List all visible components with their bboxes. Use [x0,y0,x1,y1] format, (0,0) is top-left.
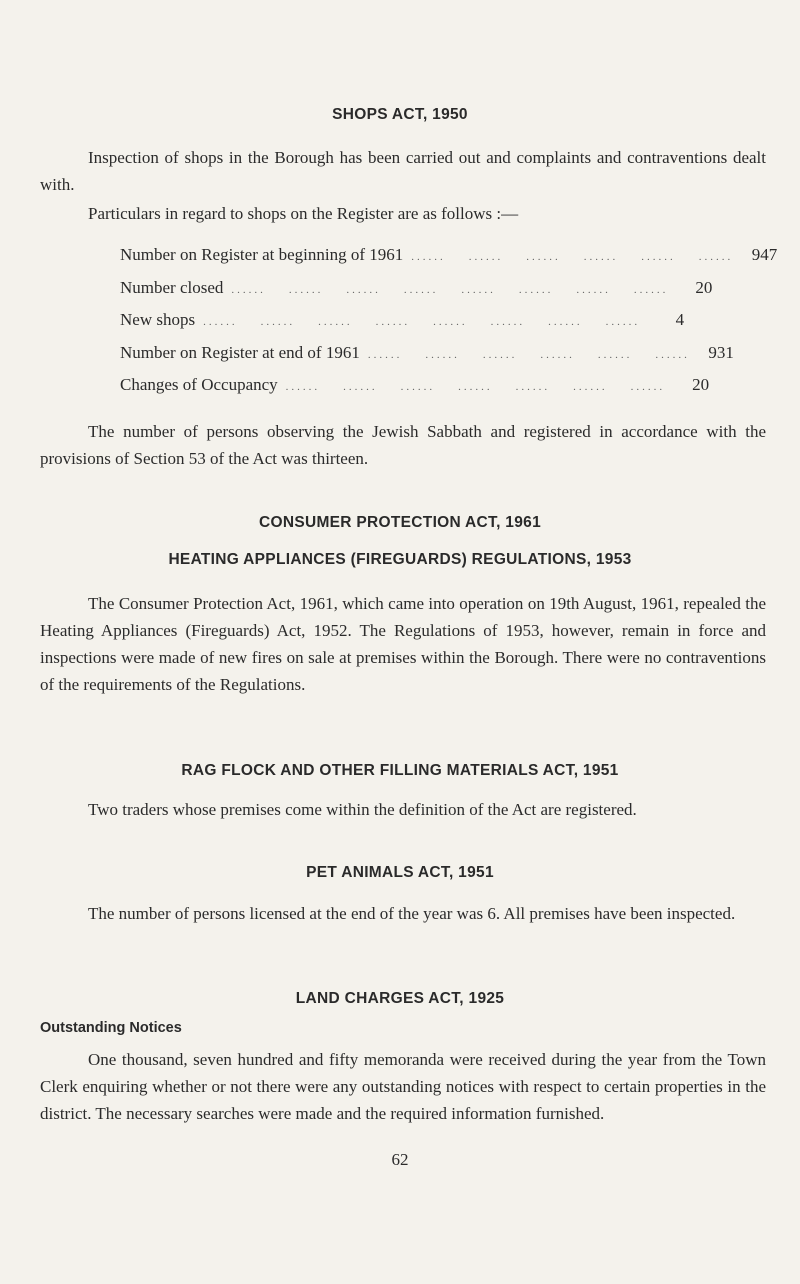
heating-appliances-heading: HEATING APPLIANCES (FIREGUARDS) REGULATIONS, 1953 [168,551,632,568]
leader-dots: ...... ...... ...... ...... ...... ...... ...... [285,381,666,393]
sabbath-paragraph [40,418,766,472]
consumer-protection-heading: CONSUMER PROTECTION ACT, 1961 [258,514,541,531]
register-row [120,277,713,311]
register-row-value: 931 [708,342,734,362]
outstanding-notices-subheading: Outstanding Notices [40,1020,182,1036]
consumer-protection-text: The Consumer Protection Act, 1961, which came into operation on 19th August, 1961, repealed the Heating Appliances (Fireguards) Act, 1952. The Regulations of 1953, however, remain in force and inspections were made of new fires on sale at premises within the Borough. There were no contraventions of the requirements of the Regulations. [40,594,766,694]
rag-flock-heading: RAG FLOCK AND OTHER FILLING MATERIALS ACT, 1951 [181,762,619,779]
land-charges-text: One thousand, seven hundred and fifty memoranda were received during the year from the Town Clerk enquiring whether or not there were any outstanding notices with respect to certain properties in the district. The necessary searches were made and the required information furnished. [40,1050,766,1123]
land-charges-paragraph [40,1046,766,1127]
register-row-label: Number on Register at beginning of 1961 [120,245,404,264]
register-row [120,245,778,278]
register-row-label: Number on Register at end of 1961 [120,342,360,362]
page-number: 62 [391,1150,409,1169]
pet-animals-text: The number of persons licensed at the end of the year was 6. All premises have been inspected. [88,904,736,923]
land-charges-heading: LAND CHARGES ACT, 1925 [295,990,505,1007]
register-row-label: Changes of Occupancy [120,375,278,394]
sabbath-text: The number of persons observing the Jewish Sabbath and registered in accordance with the provisions of Section 53 of the Act was thirteen. [40,422,766,468]
pet-animals-heading: PET ANIMALS ACT, 1951 [306,864,494,881]
register-row-label: New shops [120,310,196,329]
shops-particulars-text: Particulars in regard to shops on the Register are as follows :— [88,204,519,223]
shops-particulars-paragraph [40,200,766,227]
register-row-value: 20 [695,277,713,297]
register-row [120,375,710,408]
rag-flock-text: Two traders whose premises come within the definition of the Act are registered. [88,800,637,819]
register-row-value: 20 [692,375,710,394]
leader-dots: ...... ...... ...... ...... ...... ...... ...... ...... [231,283,669,296]
register-row [120,310,685,343]
shops-intro-text: Inspection of shops in the Borough has been carried out and complaints and contraventions dealt with. [40,148,766,194]
shops-register-list [120,245,778,408]
leader-dots: ...... ...... ...... ...... ...... ...... [411,251,734,263]
leader-dots: ...... ...... ...... ...... ...... ...... [367,348,690,361]
leader-dots: ...... ...... ...... ...... ...... ...... ...... ...... [203,316,641,328]
register-row [120,342,734,376]
register-row-label: Number closed [120,277,224,297]
register-row-value: 947 [751,245,778,264]
register-row-value: 4 [675,310,685,329]
shops-intro-paragraph [40,144,766,198]
pet-animals-paragraph [40,900,766,927]
rag-flock-paragraph [40,796,766,823]
shops-act-heading: SHOPS ACT, 1950 [332,106,468,123]
consumer-protection-paragraph [40,590,766,698]
